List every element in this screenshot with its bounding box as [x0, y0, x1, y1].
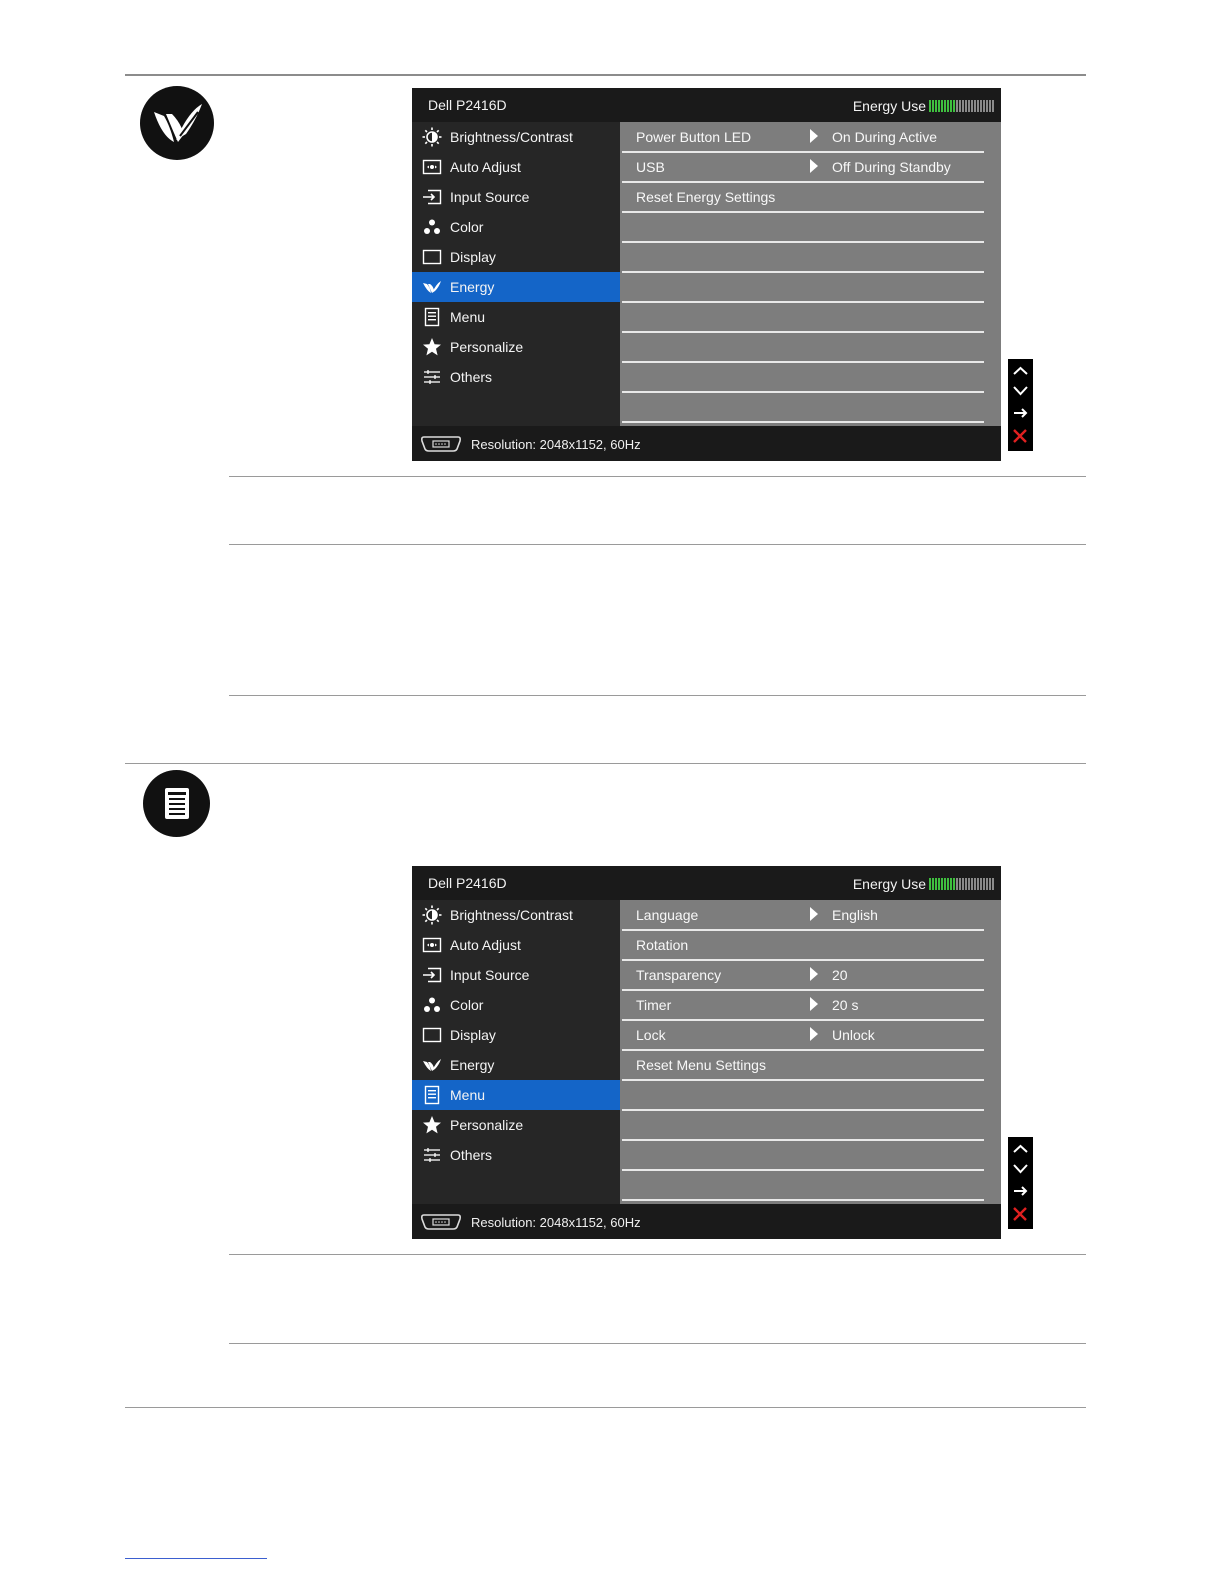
energy-meter-bar	[929, 100, 931, 112]
energy-meter-bar	[950, 100, 952, 112]
submenu-arrow-icon	[810, 1027, 818, 1041]
energy-meter-bar	[983, 878, 985, 890]
description-divider	[229, 1343, 1086, 1344]
osd-menu-item-label: Input Source	[450, 189, 530, 205]
energy-leaf-icon	[422, 277, 442, 297]
submenu-option-label: Rotation	[636, 937, 689, 953]
description-divider	[229, 695, 1086, 696]
submenu-option-value: 20 s	[832, 997, 859, 1013]
osd-menu-item-label: Personalize	[450, 339, 524, 355]
osd-menu-item-label: Input Source	[450, 967, 530, 983]
osd-submenu-row	[620, 242, 1001, 272]
osd-menu-item-label: Personalize	[450, 1117, 524, 1133]
submenu-option-label: Timer	[636, 997, 672, 1013]
submenu-option-value: 20	[832, 967, 848, 983]
osd-menu-item-brightness-contrast[interactable]	[412, 122, 620, 152]
energy-meter-bar	[953, 878, 955, 890]
osd-menu-item-energy[interactable]	[412, 1050, 620, 1080]
submenu-arrow-icon	[810, 967, 818, 981]
energy-meter-bar	[968, 100, 970, 112]
input-source-icon	[422, 965, 442, 985]
energy-meter-bar	[989, 100, 991, 112]
energy-use-meter	[929, 100, 995, 112]
submenu-row-separator	[622, 421, 984, 423]
osd-menu-item-menu[interactable]	[412, 302, 620, 332]
osd-submenu-row[interactable]	[620, 1050, 1001, 1080]
down-icon[interactable]	[1014, 1165, 1027, 1172]
osd-menu-item-display[interactable]	[412, 1020, 620, 1050]
osd-submenu-row	[620, 1110, 1001, 1140]
color-icon	[422, 217, 442, 237]
energy-meter-bar	[971, 878, 973, 890]
osd-submenu-row	[620, 1170, 1001, 1200]
submenu-option-label: Lock	[636, 1027, 666, 1043]
osd-nav-panel	[1008, 359, 1033, 451]
osd-menu-item-label: Energy	[450, 279, 495, 295]
osd-submenu	[620, 900, 1001, 1204]
energy-meter-bar	[947, 100, 949, 112]
submenu-arrow-icon	[810, 997, 818, 1011]
auto-adjust-icon	[422, 157, 442, 177]
osd-menu-item-label: Display	[450, 249, 496, 265]
osd-submenu-row[interactable]	[620, 990, 1001, 1020]
energy-meter-bar	[935, 100, 937, 112]
osd-window-energy	[412, 88, 1001, 461]
display-icon	[422, 1025, 442, 1045]
input-source-icon	[422, 187, 442, 207]
menu-icon	[143, 770, 210, 837]
energy-meter-bar	[947, 878, 949, 890]
up-icon[interactable]	[1014, 1146, 1027, 1152]
energy-meter-bar	[977, 100, 979, 112]
osd-menu-item-input-source[interactable]	[412, 960, 620, 990]
osd-menu-item-display[interactable]	[412, 242, 620, 272]
osd-menu-item-label: Others	[450, 369, 493, 385]
monitor-model: Dell P2416D	[428, 97, 507, 113]
osd-menu-item-input-source[interactable]	[412, 182, 620, 212]
submenu-arrow-icon	[810, 159, 818, 173]
auto-adjust-icon	[422, 935, 442, 955]
osd-menu-item-label: Brightness/Contrast	[450, 129, 573, 145]
osd-main-menu	[412, 900, 620, 1204]
brightness-icon	[422, 905, 442, 925]
display-icon	[422, 247, 442, 267]
submenu-option-value: Off During Standby	[832, 159, 951, 175]
submenu-option-label: Reset Energy Settings	[636, 189, 776, 205]
osd-submenu-row[interactable]	[620, 152, 1001, 182]
osd-menu-item-others[interactable]	[412, 1140, 620, 1170]
down-icon[interactable]	[1014, 387, 1027, 394]
osd-header	[412, 866, 1001, 900]
menu-icon	[422, 307, 442, 327]
energy-section-badge	[140, 86, 214, 160]
energy-meter-bar	[956, 100, 958, 112]
osd-submenu-row	[620, 362, 1001, 392]
energy-meter-bar	[980, 100, 982, 112]
osd-main-menu	[412, 122, 620, 426]
energy-meter-bar	[992, 878, 994, 890]
osd-menu-item-label: Auto Adjust	[450, 159, 521, 175]
energy-meter-bar	[989, 878, 991, 890]
submenu-option-value: On During Active	[832, 129, 938, 145]
submenu-option-label: Language	[636, 907, 699, 923]
enter-icon[interactable]	[1014, 409, 1026, 417]
energy-leaf-icon	[422, 1055, 442, 1075]
osd-footer	[412, 1204, 1001, 1239]
menu-section-badge	[143, 770, 210, 837]
submenu-row-separator	[622, 1199, 984, 1201]
submenu-option-value: Unlock	[832, 1027, 875, 1043]
others-icon	[422, 367, 442, 387]
osd-submenu-row	[620, 212, 1001, 242]
energy-meter-bar	[971, 100, 973, 112]
submenu-option-label: Transparency	[636, 967, 722, 983]
osd-menu-item-personalize[interactable]	[412, 332, 620, 362]
osd-menu-item-energy[interactable]	[412, 272, 620, 302]
energy-meter-bar	[956, 878, 958, 890]
osd-submenu-row	[620, 392, 1001, 422]
osd-menu-item-others[interactable]	[412, 362, 620, 392]
osd-menu-item-color[interactable]	[412, 990, 620, 1020]
osd-menu-item-auto-adjust[interactable]	[412, 152, 620, 182]
osd-submenu-row	[620, 1140, 1001, 1170]
energy-meter-bar	[962, 100, 964, 112]
energy-meter-bar	[974, 878, 976, 890]
description-divider	[229, 1254, 1086, 1255]
description-divider	[229, 544, 1086, 545]
energy-meter-bar	[944, 878, 946, 890]
vga-connector-icon	[420, 435, 462, 458]
exit-icon[interactable]	[1014, 430, 1026, 442]
monitor-model: Dell P2416D	[428, 875, 507, 891]
osd-menu-item-label: Menu	[450, 309, 486, 325]
energy-meter-bar	[965, 878, 967, 890]
exit-icon[interactable]	[1014, 1208, 1026, 1220]
osd-menu-item-menu[interactable]	[412, 1080, 620, 1110]
osd-submenu-row[interactable]	[620, 930, 1001, 960]
energy-meter-bar	[986, 100, 988, 112]
energy-meter-bar	[932, 878, 934, 890]
submenu-option-label: Reset Menu Settings	[636, 1057, 766, 1073]
energy-meter-bar	[959, 100, 961, 112]
energy-use-label: Energy Use	[852, 98, 926, 114]
energy-meter-bar	[974, 100, 976, 112]
energy-meter-bar	[938, 100, 940, 112]
osd-menu-item-label: Color	[450, 997, 484, 1013]
energy-meter-bar	[962, 878, 964, 890]
energy-meter-bar	[944, 100, 946, 112]
osd-footer	[412, 426, 1001, 461]
osd-menu-item-label: Menu	[450, 1087, 486, 1103]
energy-meter-bar	[941, 878, 943, 890]
resolution-readout: Resolution: 2048x1152, 60Hz	[471, 437, 641, 452]
osd-submenu-row	[620, 1080, 1001, 1110]
energy-meter-bar	[965, 100, 967, 112]
star-icon	[422, 1115, 442, 1135]
energy-meter-bar	[983, 100, 985, 112]
submenu-option-value: English	[832, 907, 878, 923]
resolution-readout: Resolution: 2048x1152, 60Hz	[471, 1215, 641, 1230]
enter-icon[interactable]	[1014, 1187, 1026, 1195]
energy-use-meter	[929, 878, 995, 890]
osd-menu-item-label: Display	[450, 1027, 496, 1043]
osd-menu-item-label: Color	[450, 219, 484, 235]
submenu-option-label: Power Button LED	[636, 129, 752, 145]
osd-submenu-row[interactable]	[620, 900, 1001, 930]
osd-submenu-row[interactable]	[620, 960, 1001, 990]
osd-window-menu	[412, 866, 1001, 1239]
osd-submenu-row[interactable]	[620, 122, 1001, 152]
energy-meter-bar	[929, 878, 931, 890]
osd-nav-panel	[1008, 1137, 1033, 1229]
osd-menu-item-color[interactable]	[412, 212, 620, 242]
osd-menu-item-label: Energy	[450, 1057, 495, 1073]
submenu-option-label: USB	[636, 159, 665, 175]
submenu-arrow-icon	[810, 129, 818, 143]
energy-meter-bar	[941, 100, 943, 112]
energy-meter-bar	[932, 100, 934, 112]
energy-leaf-icon	[140, 86, 214, 160]
color-icon	[422, 995, 442, 1015]
section-divider-bottom	[125, 1407, 1086, 1408]
star-icon	[422, 337, 442, 357]
osd-menu-item-label: Auto Adjust	[450, 937, 521, 953]
menu-icon	[422, 1085, 442, 1105]
energy-meter-bar	[977, 878, 979, 890]
osd-submenu-row	[620, 332, 1001, 362]
osd-menu-item-label: Brightness/Contrast	[450, 907, 573, 923]
energy-meter-bar	[938, 878, 940, 890]
osd-header	[412, 88, 1001, 122]
osd-menu-item-label: Others	[450, 1147, 493, 1163]
footer-link-underline[interactable]	[125, 1558, 267, 1559]
energy-meter-bar	[959, 878, 961, 890]
osd-submenu	[620, 122, 1001, 426]
submenu-arrow-icon	[810, 907, 818, 921]
section-divider	[125, 763, 1086, 764]
up-icon[interactable]	[1014, 368, 1027, 374]
energy-meter-bar	[992, 100, 994, 112]
osd-submenu-row	[620, 302, 1001, 332]
energy-meter-bar	[935, 878, 937, 890]
energy-meter-bar	[968, 878, 970, 890]
osd-submenu-row[interactable]	[620, 1020, 1001, 1050]
osd-menu-item-auto-adjust[interactable]	[412, 930, 620, 960]
osd-menu-item-brightness-contrast[interactable]	[412, 900, 620, 930]
energy-meter-bar	[980, 878, 982, 890]
energy-meter-bar	[953, 100, 955, 112]
others-icon	[422, 1145, 442, 1165]
energy-meter-bar	[986, 878, 988, 890]
osd-submenu-row[interactable]	[620, 182, 1001, 212]
osd-menu-item-personalize[interactable]	[412, 1110, 620, 1140]
osd-submenu-row	[620, 272, 1001, 302]
description-divider	[229, 476, 1086, 477]
energy-use-label: Energy Use	[852, 876, 926, 892]
energy-meter-bar	[950, 878, 952, 890]
brightness-icon	[422, 127, 442, 147]
vga-connector-icon	[420, 1213, 462, 1236]
section-divider-top	[125, 74, 1086, 76]
